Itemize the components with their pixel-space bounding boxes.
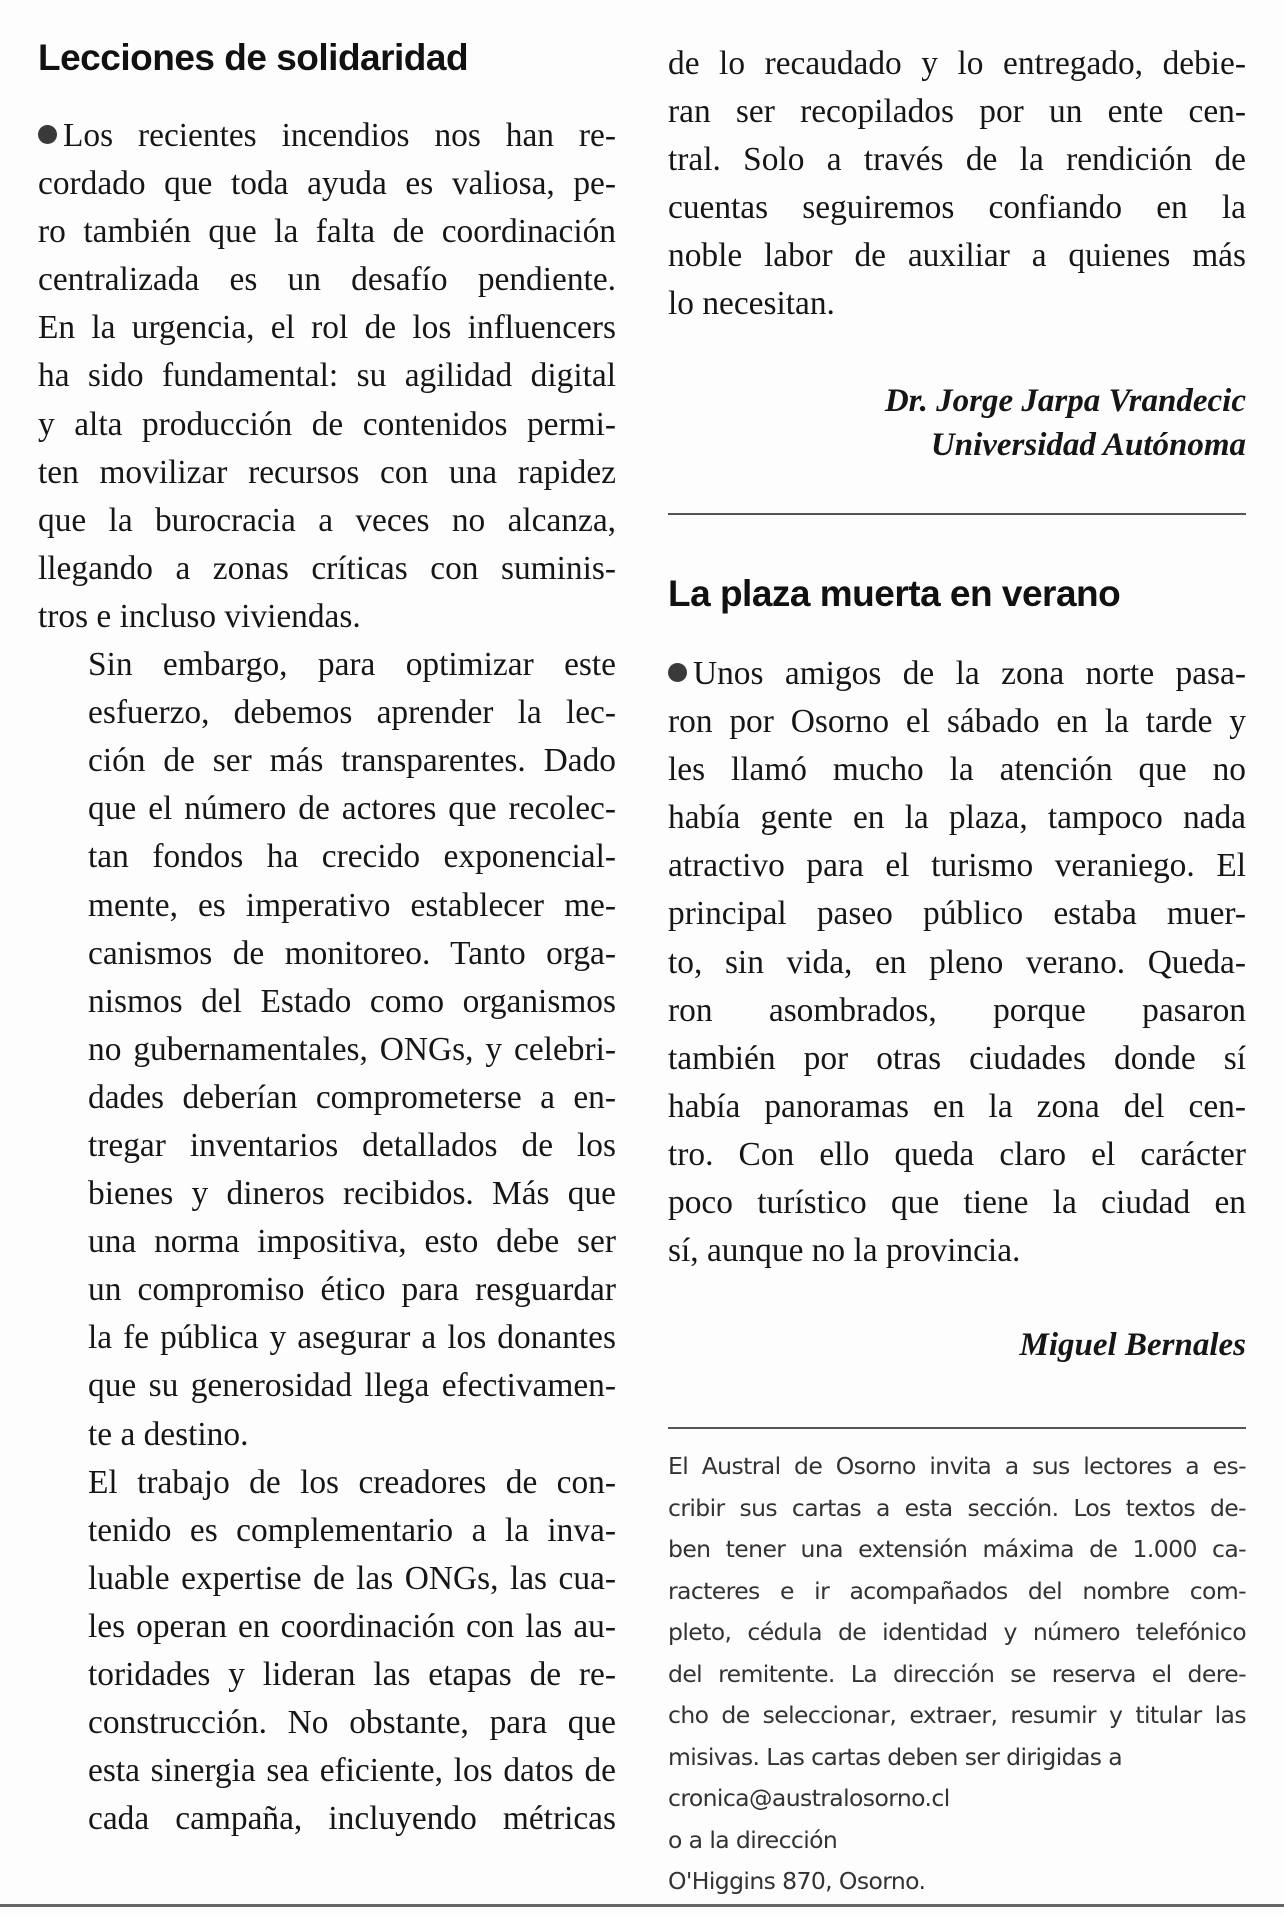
letter2-line: había gente en la plaza, tampoco nada	[668, 799, 1246, 837]
letter1-line: que la burocracia a veces no alcanza,	[38, 501, 616, 539]
letter1-line: Los recientes incendios nos han re-	[38, 112, 616, 160]
notice-line: cribir sus cartas a esta sección. Los textos de-	[668, 1493, 1246, 1522]
letter1-line: noble labor de auxiliar a quienes más	[668, 237, 1246, 275]
notice-line: ben tener una extensión máxima de 1.000 ca-	[668, 1535, 1246, 1563]
notice-line: pleto, cédula de identidad y número telefónico	[668, 1618, 1246, 1646]
letter2-line: principal paseo público estaba muer-	[668, 895, 1246, 933]
letter1-line: te a destino.	[88, 1415, 249, 1453]
letter1-paragraph-3	[38, 1459, 616, 1844]
letter1-paragraph-2	[38, 641, 616, 1459]
letter1-line: tros e incluso viviendas.	[38, 597, 361, 635]
notice-line: del remitente. La dirección se reserva el dere-	[668, 1659, 1246, 1688]
letter2-line: to, sin vida, en pleno verano. Queda-	[668, 943, 1246, 981]
letter2-line: ron asombrados, porque pasaron	[668, 991, 1246, 1029]
divider-rule-1	[668, 513, 1246, 515]
letter1-line: y alta producción de contenidos permi-	[38, 405, 616, 443]
divider-rule-2	[668, 1427, 1246, 1429]
letter2-title: La plaza muerta en verano	[668, 573, 1121, 614]
letter1-line: les operan en coordinación con las au-	[88, 1607, 616, 1645]
letter1-line: En la urgencia, el rol de los influencers	[38, 309, 616, 347]
letter1-line: ro también que la falta de coordinación	[38, 213, 616, 251]
bullet-icon	[668, 663, 687, 682]
letter2-line: ron por Osorno el sábado en la tarde y	[668, 703, 1246, 741]
letter1-paragraph-1	[38, 112, 616, 641]
letter1-line: centralizada es un desafío pendiente.	[38, 261, 616, 299]
letter2-paragraph-1	[668, 650, 1246, 1275]
letter1-affiliation: Universidad Autónoma	[930, 426, 1246, 463]
letter2-line: poco turístico que tiene la ciudad en	[668, 1184, 1246, 1222]
letter1-line: toridades y lideran las etapas de re-	[88, 1656, 616, 1693]
letter1-line: no gubernamentales, ONGs, y celebri-	[88, 1030, 616, 1068]
notice-line: cho de seleccionar, extraer, resumir y titular las	[668, 1701, 1246, 1729]
letter2-line: sí, aunque no la provincia.	[668, 1232, 1021, 1270]
contact-address: O'Higgins 870, Osorno.	[668, 1867, 926, 1895]
letter1-line: ten movilizar recursos con una rapidez	[38, 453, 616, 491]
letters-policy-notice	[668, 1446, 1246, 1778]
letter2-line: Unos amigos de la zona norte pasa-	[668, 650, 1246, 698]
notice-line: El Austral de Osorno invita a sus lectores a es-	[668, 1452, 1246, 1480]
letter1-line: luable expertise de las ONGs, las cua-	[88, 1559, 616, 1597]
page-bottom-rule	[0, 1904, 1284, 1907]
letter1-line: cordado que toda ayuda es valiosa, pe-	[38, 165, 616, 203]
letter2-line: había panoramas en la zona del cen-	[668, 1087, 1246, 1125]
letter2-line: tro. Con ello queda claro el carácter	[668, 1135, 1246, 1173]
letter1-line: nismos del Estado como organismos	[88, 982, 616, 1020]
letter1-body	[38, 112, 616, 1843]
letter1-line: tregar inventarios detallados de los	[88, 1126, 616, 1164]
right-column	[668, 40, 1246, 467]
letter1-line: mente, es imperativo establecer me-	[88, 886, 616, 924]
letter1-title: Lecciones de solidaridad	[38, 37, 469, 78]
letter1-line: llegando a zonas críticas con suminis-	[38, 549, 616, 587]
letter1-line: bienes y dineros recibidos. Más que	[88, 1175, 616, 1213]
letter1-line: tral. Solo a través de la rendición de	[668, 141, 1246, 179]
letter1-line: ran ser recopilados por un ente cen-	[668, 93, 1246, 131]
letter1-line: cuentas seguiremos confiando en la	[668, 189, 1246, 227]
letter1-line: ha sido fundamental: su agilidad digital	[38, 357, 616, 395]
letter2-body	[668, 650, 1246, 1275]
letter1-line: esta sinergia sea eficiente, los datos de	[88, 1752, 616, 1790]
letter1-line: construcción. No obstante, para que	[88, 1704, 616, 1742]
letter1-line: la fe pública y asegurar a los donantes	[88, 1319, 616, 1357]
left-column	[38, 34, 616, 1843]
letter1-line: tan fondos ha crecido exponencial-	[88, 838, 616, 876]
letter1-line: canismos de monitoreo. Tanto orga-	[88, 934, 616, 972]
letter1-continuation	[668, 40, 1246, 329]
notice-line: misivas. Las cartas deben ser dirigidas a	[668, 1742, 1123, 1771]
letter1-line: lo necesitan.	[668, 285, 835, 323]
letter1-line: de lo recaudado y lo entregado, debie-	[668, 45, 1246, 82]
letter1-line: una norma impositiva, esto debe ser	[88, 1223, 616, 1261]
letter2-line: atractivo para el turismo veraniego. El	[668, 847, 1246, 885]
address-intro: o a la dirección	[668, 1825, 838, 1854]
letter1-line: tenido es complementario a la inva-	[88, 1511, 616, 1549]
letter1-author: Dr. Jorge Jarpa Vrandecic	[884, 382, 1246, 419]
notice-line: racteres e ir acompañados del nombre com-	[668, 1576, 1246, 1605]
letter1-line: ción de ser más transparentes. Dado	[88, 742, 616, 780]
letter1-line: El trabajo de los creadores de con-	[88, 1463, 616, 1501]
contact-email: cronica@australosorno.cl	[668, 1784, 950, 1812]
letter2-block	[668, 570, 1246, 1369]
letter1-line: un compromiso ético para resguardar	[88, 1271, 616, 1309]
bullet-icon	[38, 125, 57, 144]
letter1-line: dades deberían comprometerse a en-	[88, 1078, 616, 1116]
letter1-line: Sin embargo, para optimizar este	[88, 646, 616, 684]
letter1-line: que el número de actores que recolec-	[88, 790, 616, 828]
letter1-line: cada campaña, incluyendo métricas	[88, 1800, 616, 1838]
letter1-line: que su generosidad llega efectivamen-	[88, 1367, 616, 1405]
letter1-line: esfuerzo, debemos aprender la lec-	[88, 694, 616, 732]
notice-block	[668, 1446, 1246, 1903]
letter2-author: Miguel Bernales	[1019, 1327, 1246, 1364]
letter2-line: también por otras ciudades donde sí	[668, 1039, 1246, 1077]
letter2-line: les llamó mucho la atención que no	[668, 751, 1246, 789]
